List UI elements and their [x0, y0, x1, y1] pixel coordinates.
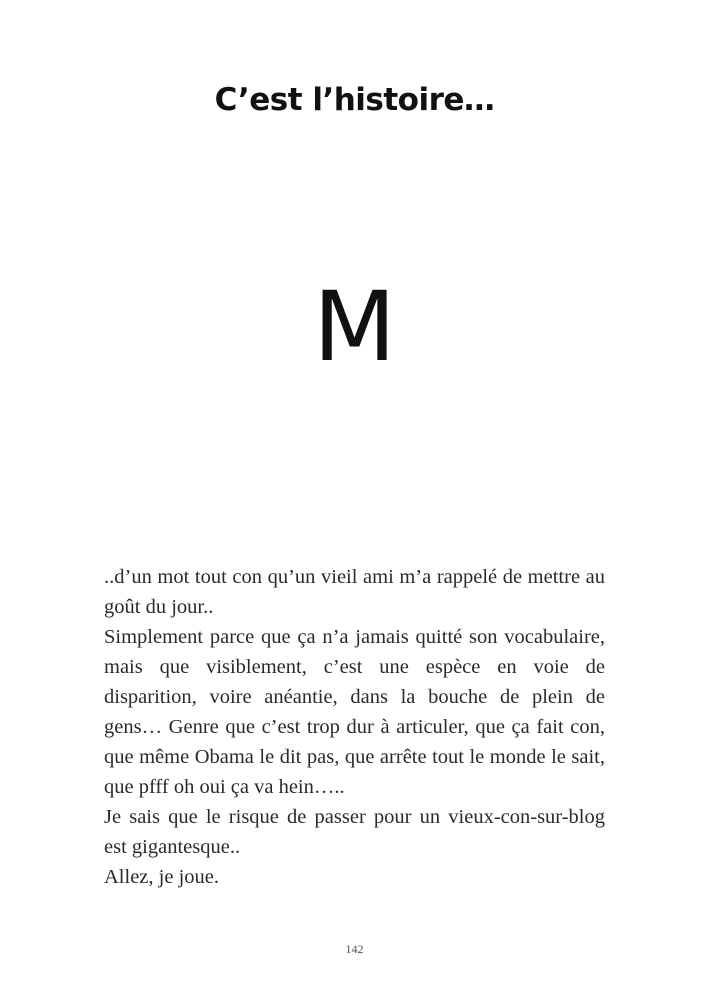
paragraph-2: Simplement parce que ça n’a jamais quitté son vocabulaire, mais que visiblement, c’est une espèce en voie de disparition, voire anéantie, dans la bouche de plein de gens… Genre que c’est trop dur à articuler, que ça fait con, que même Obama le dit pas, que arrête tout le monde le sait, que pfff oh oui ça va hein…..	[104, 626, 605, 798]
paragraph-4: Allez, je joue.	[104, 866, 219, 888]
paragraph-3: Je sais que le risque de passer pour un vieux-con-sur-blog est gigantesque..	[104, 806, 605, 858]
page-number: 142	[345, 942, 364, 956]
page-title: C’est l’histoire…	[214, 82, 495, 118]
featured-letter: M	[313, 271, 396, 383]
paragraph-1: ..d’un mot tout con qu’un vieil ami m’a rappelé de mettre au goût du jour..	[104, 566, 605, 618]
body-text	[104, 562, 605, 892]
